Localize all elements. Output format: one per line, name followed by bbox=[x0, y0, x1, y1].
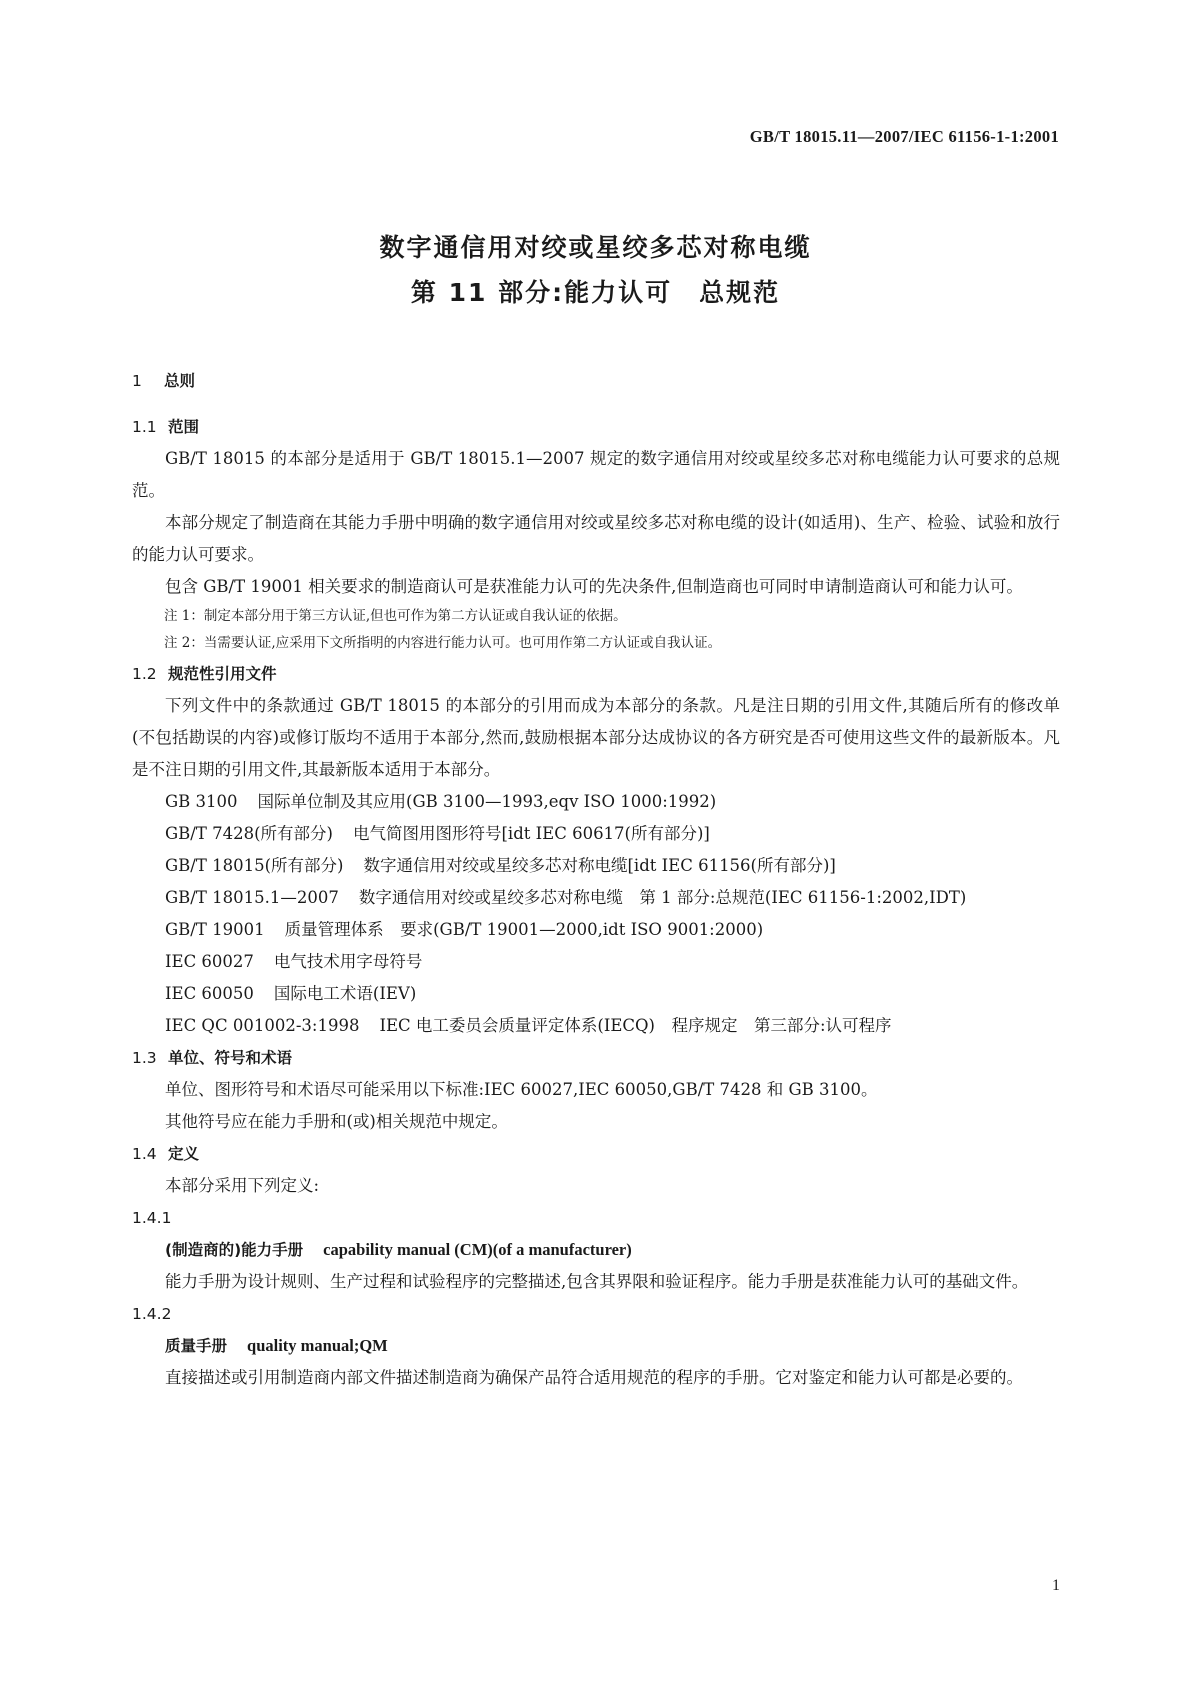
paragraph: GB/T 18015 的本部分是适用于 GB/T 18015.1—2007 规定的数字通信用对绞或星绞多芯对称电缆能力认可要求的总规范。 bbox=[132, 449, 1060, 500]
paragraph: 下列文件中的条款通过 GB/T 18015 的本部分的引用而成为本部分的条款。凡是注日期的引用文件,其随后所有的修改单(不包括勘误的内容)或修订版均不适用于本部分,然而,鼓励根据本部分达成协议的各方研究是否可使用这些文件的最新版本。凡是不注日期的引用文件,其最新版本适用于本部分。 bbox=[132, 696, 1060, 779]
term-number: 1.4.1 bbox=[132, 1209, 172, 1227]
reference-code: GB/T 19001 bbox=[165, 920, 265, 939]
document-title-line1: 数字通信用对绞或星绞多芯对称电缆 bbox=[379, 233, 812, 262]
term-zh: 质量手册 bbox=[165, 1337, 228, 1355]
section-1-4-heading bbox=[132, 1138, 1060, 1170]
reference-code: IEC 60027 bbox=[165, 952, 254, 971]
section-title: 规范性引用文件 bbox=[168, 665, 277, 683]
reference-item bbox=[132, 882, 1060, 914]
reference-code: IEC 60050 bbox=[165, 984, 254, 1003]
reference-item bbox=[132, 818, 1060, 850]
section-number: 1.3 bbox=[132, 1049, 157, 1067]
term-number: 1.4.2 bbox=[132, 1305, 172, 1323]
section-number: 1.1 bbox=[132, 418, 157, 436]
reference-code: IEC QC 001002-3:1998 bbox=[165, 1016, 360, 1035]
reference-item bbox=[132, 946, 1060, 978]
page-number: 1 bbox=[1052, 1577, 1060, 1594]
reference-code: GB/T 18015(所有部分) bbox=[165, 856, 344, 875]
term-definition: 能力手册为设计规则、生产过程和试验程序的完整描述,包含其界限和验证程序。能力手册是获准能力认可的基础文件。 bbox=[165, 1272, 1029, 1291]
paragraph: 其他符号应在能力手册和(或)相关规范中规定。 bbox=[165, 1112, 508, 1131]
note-1: 注 1：制定本部分用于第三方认证,但也可作为第二方认证或自我认证的依据。 bbox=[164, 608, 627, 624]
section-number: 1.4 bbox=[132, 1145, 157, 1163]
term-definition: 直接描述或引用制造商内部文件描述制造商为确保产品符合适用规范的程序的手册。它对鉴定和能力认可都是必要的。 bbox=[165, 1368, 1023, 1387]
reference-title: 国际单位制及其应用(GB 3100—1993,eqv ISO 1000:1992) bbox=[257, 792, 717, 811]
reference-code: GB 3100 bbox=[165, 792, 238, 811]
paragraph: 本部分采用下列定义: bbox=[165, 1176, 320, 1195]
section-title: 定义 bbox=[168, 1145, 200, 1163]
reference-title: 数字通信用对绞或星绞多芯对称电缆 第 1 部分:总规范(IEC 61156-1:2002,IDT) bbox=[358, 888, 967, 907]
section-title: 范围 bbox=[168, 418, 200, 436]
term-en: capability manual (CM)(of a manufacturer) bbox=[323, 1240, 632, 1259]
reference-item bbox=[132, 978, 1060, 1010]
paragraph: 单位、图形符号和术语尽可能采用以下标准:IEC 60027,IEC 60050,GB/T 7428 和 GB 3100。 bbox=[165, 1080, 878, 1099]
standard-code-header: GB/T 18015.11—2007/IEC 61156-1-1:2001 bbox=[749, 127, 1059, 146]
reference-item bbox=[132, 786, 1060, 818]
section-1-heading bbox=[132, 365, 1060, 397]
document-body bbox=[132, 365, 1060, 1394]
section-title: 总则 bbox=[164, 372, 196, 390]
term-entry bbox=[132, 1330, 1060, 1362]
reference-item bbox=[132, 850, 1060, 882]
reference-title: IEC 电工委员会质量评定体系(IECQ) 程序规定 第三部分:认可程序 bbox=[379, 1016, 892, 1035]
reference-title: 数字通信用对绞或星绞多芯对称电缆[idt IEC 61156(所有部分)] bbox=[363, 856, 836, 875]
reference-title: 国际电工术语(IEV) bbox=[273, 984, 417, 1003]
section-number: 1 bbox=[132, 372, 142, 390]
reference-code: GB/T 18015.1—2007 bbox=[165, 888, 339, 907]
reference-code: GB/T 7428(所有部分) bbox=[165, 824, 333, 843]
reference-title: 质量管理体系 要求(GB/T 19001—2000,idt ISO 9001:2000) bbox=[284, 920, 764, 939]
section-number: 1.2 bbox=[132, 665, 157, 683]
section-title: 单位、符号和术语 bbox=[168, 1049, 293, 1067]
term-zh: (制造商的)能力手册 bbox=[165, 1241, 304, 1259]
paragraph: 本部分规定了制造商在其能力手册中明确的数字通信用对绞或星绞多芯对称电缆的设计(如适用)、生产、检验、试验和放行的能力认可要求。 bbox=[132, 513, 1060, 564]
section-1-1-heading bbox=[132, 411, 1060, 443]
reference-title: 电气简图用图形符号[idt IEC 60617(所有部分)] bbox=[352, 824, 710, 843]
note-2: 注 2：当需要认证,应采用下文所指明的内容进行能力认可。也可用作第二方认证或自我认证。 bbox=[164, 635, 722, 651]
reference-title: 电气技术用字母符号 bbox=[273, 952, 423, 971]
term-entry bbox=[132, 1234, 1060, 1266]
document-title-line2: 第 11 部分:能力认可 总规范 bbox=[410, 278, 781, 307]
paragraph: 包含 GB/T 19001 相关要求的制造商认可是获准能力认可的先决条件,但制造商也可同时申请制造商认可和能力认可。 bbox=[165, 577, 1023, 596]
section-1-2-heading bbox=[132, 658, 1060, 690]
reference-item bbox=[132, 1010, 1060, 1042]
section-1-3-heading bbox=[132, 1042, 1060, 1074]
reference-item bbox=[132, 914, 1060, 946]
term-en: quality manual;QM bbox=[247, 1336, 388, 1355]
